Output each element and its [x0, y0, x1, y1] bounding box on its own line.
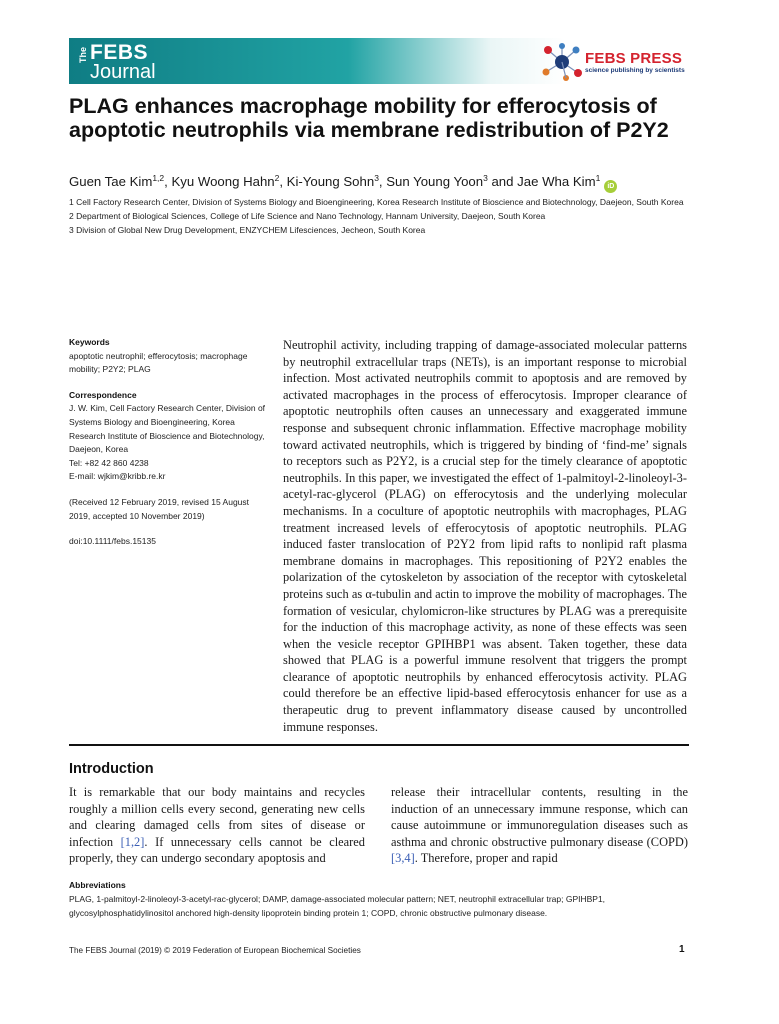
author-affiliation: 3	[374, 173, 379, 183]
orcid-icon[interactable]: iD	[604, 180, 617, 193]
citation-link[interactable]: [3,4]	[391, 851, 415, 866]
doi-link[interactable]: doi:10.1111/febs.15135	[69, 536, 156, 547]
logo-the: The	[78, 46, 88, 63]
section-divider	[69, 744, 689, 746]
keywords-list: apoptotic neutrophil; efferocytosis; macrophage mobility; P2Y2; PLAG	[69, 350, 248, 375]
author-name: Guen Tae Kim	[69, 174, 153, 189]
article-sidebar	[69, 336, 269, 549]
febs-press-molecule-icon	[540, 42, 584, 82]
abstract-text: Neutrophil activity, including trapping of damage-associated molecular patterns by neutrophil extracellular traps (NETs), is an important response to microbial infection. Most activated neutrophils commit to apoptosis and are removed by activated macrophages in the process of efferocytosis. Improper clearance of apoptotic neutrophils often causes an unnecessary and exaggerated immune response and subsequent chronic inflammation. Effective macrophage mobility toward activated neutrophils, which is triggered by binding of ‘find-me’ signals to receptors such as P2Y2, is a crucial step for the timely clearance of apoptotic neutrophils. In this paper, we investigated the effect of 1-palmitoyl-2-linoleoyl-3-acetyl-rac-glycerol (PLAG) on efferocytosis and the underlying molecular mechanisms. In a coculture of apoptotic neutrophils with macrophages, PLAG treatment increased levels of efferocytosis of apoptotic neutrophils. PLAG induced faster translocation of P2Y2 from lipid rafts to nonlipid raft plasma membrane domains in macrophages. This repositioning of P2Y2 enables the polarization of the cytoskeleton by association of the receptor with cytoskeletal proteins such as α-tubulin and actin to improve the mobility of macrophages. The formation of vesicular, chylomicron-like structures by PLAG was a prerequisite for the induction of this macrophage activity, as none of these effects was seen when the vesicle receptor GPIHBP1 was absent. Taken together, these data showed that PLAG is a powerful immune resolvent that triggers the prompt clearance of apoptotic neutrophils by enhanced efferocytosis activity. PLAG could therefore be an effective lipid-based efferocytosis enhancer for use as a therapeutic drug to prevent inflammatory disease caused by uncontrolled immune responses.	[283, 338, 687, 734]
author-affiliation: 3	[483, 173, 488, 183]
correspondence-heading: Correspondence	[69, 389, 137, 400]
author-affiliation: 1,2	[152, 173, 165, 183]
abbreviations-text: PLAG, 1-palmitoyl-2-linoleoyl-3-acetyl-rac-glycerol; DAMP, damage-associated molecular pattern; NET, neutrophil extracellular trap; GPIHBP1, glycosylphosphatidylinositol anchored high-density lipoprotein binding protein 1; COPD, chronic obstructive pulmonary disease.	[69, 894, 606, 918]
author-separator: and	[487, 174, 518, 189]
author-name: Sun Young Yoon	[386, 174, 484, 189]
correspondence-address: J. W. Kim, Cell Factory Research Center, Division of Systems Biology and Bioengineering, Korea Research Institute of Bioscience and Biotechnology, Daejeon, Korea	[69, 403, 266, 455]
logo-journal: Journal	[90, 61, 156, 83]
logo-febs: FEBS	[90, 41, 149, 64]
affiliation-item: 2 Department of Biological Sciences, College of Life Science and Nano Technology, Hannam University, Daejeon, South Korea	[69, 210, 546, 221]
abbreviations-heading: Abbreviations	[69, 880, 126, 890]
received-dates: (Received 12 February 2019, revised 15 August 2019, accepted 10 November 2019)	[69, 496, 250, 521]
intro-text: release their intracellular contents, resulting in the induction of an unnecessary immune response, which can cause autoimmune or immunoregulation diseases such as asthma and chronic obstructive pulmonary disease (COPD)	[391, 785, 688, 849]
introduction-column-left	[69, 784, 365, 867]
febs-press-tagline: science publishing by scientists	[585, 67, 685, 74]
article-title: PLAG enhances macrophage mobility for efferocytosis of apoptotic neutrophils via membrane redistribution of P2Y2	[69, 94, 669, 142]
keywords-heading: Keywords	[69, 337, 110, 347]
affiliations	[69, 196, 689, 237]
correspondence-email[interactable]: E-mail: wjkim@kribb.re.kr	[69, 471, 166, 482]
intro-text: . If unnecessary cells cannot be cleared properly, they can undergo secondary apoptosis and	[69, 834, 365, 866]
author-separator: ,	[378, 174, 387, 189]
introduction-heading: Introduction	[69, 761, 154, 777]
affiliation-item: 1 Cell Factory Research Center, Division of Systems Biology and Bioengineering, Korea Research Institute of Bioscience and Biotechnology, Daejeon, South Korea	[69, 197, 684, 207]
introduction-column-right	[391, 784, 688, 867]
author-affiliation: 2	[274, 173, 280, 183]
intro-text: It is remarkable that our body maintains and recycles roughly a million cells every second, generating new cells and clearing damaged cells from sites of disease or infection	[69, 785, 365, 849]
page-footer: The FEBS Journal (2019) © 2019 Federation of European Biochemical Societies	[69, 946, 361, 955]
author-name: Jae Wha Kim	[517, 174, 596, 189]
author-affiliation: 1	[595, 173, 601, 183]
author-separator: ,	[164, 174, 172, 189]
correspondence-tel: Tel: +82 42 860 4238	[69, 457, 149, 468]
febs-press-name: FEBS PRESS	[585, 50, 683, 67]
author-name: Ki-Young Sohn	[286, 174, 375, 189]
citation-link[interactable]: [1,2]	[120, 834, 145, 849]
intro-text: . Therefore, proper and rapid	[414, 851, 558, 866]
author-separator: ,	[279, 174, 287, 189]
author-name: Kyu Woong Hahn	[171, 174, 275, 189]
author-list	[69, 170, 709, 193]
affiliation-item: 3 Division of Global New Drug Development, ENZYCHEM Lifesciences, Jecheon, South Korea	[69, 224, 426, 235]
page-number: 1	[679, 944, 685, 955]
